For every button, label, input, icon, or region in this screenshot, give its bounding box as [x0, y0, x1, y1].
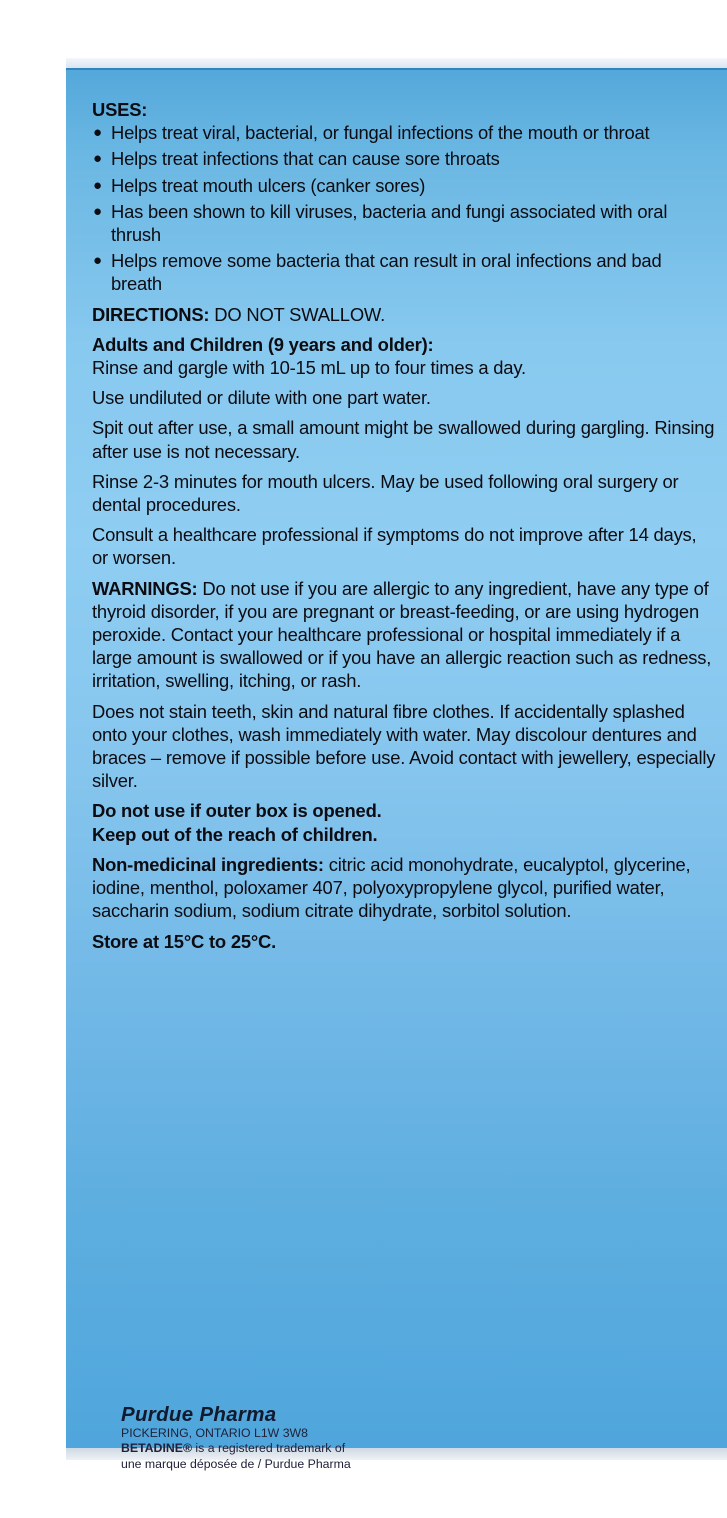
bullet-icon: ● — [93, 124, 102, 142]
warnings-paragraph — [92, 577, 717, 693]
brand-logo: Purdue Pharma — [121, 1403, 277, 1426]
directions-text: DO NOT SWALLOW. — [214, 303, 385, 325]
uses-item: ● Helps treat viral, bacterial, or fungal infections of the mouth or throat — [93, 122, 650, 144]
uses-item: ● Helps remove some bacteria that can result in oral infections and bad breath — [93, 250, 662, 295]
uses-list — [92, 121, 717, 295]
uses-item: ● Helps treat infections that can cause sore throats — [93, 148, 500, 170]
directions-paragraph: Consult a healthcare professional if symptoms do not improve after 14 days, or worsen. — [92, 524, 697, 569]
uses-item: ● Has been shown to kill viruses, bacteria and fungi associated with oral thrush — [93, 200, 668, 246]
directions-paragraph: Rinse and gargle with 10-15 mL up to four times a day. — [92, 357, 526, 379]
trademark-line — [121, 1441, 521, 1456]
ingredients-text: citric acid monohydrate, eucalyptol, glycerine, iodine, menthol, poloxamer 407, polyoxypropylene glycol, purified water, saccharin sodium, sodium citrate dihydrate, sorbitol solution. — [92, 853, 691, 922]
bullet-icon: ● — [93, 150, 102, 168]
uses-heading: USES: — [92, 99, 148, 120]
children-warning: Keep out of the reach of children. — [92, 823, 378, 845]
storage-instructions: Store at 15°C to 25°C. — [92, 930, 277, 952]
ingredients-paragraph — [92, 853, 717, 923]
directions-heading: DIRECTIONS: — [92, 303, 210, 325]
directions-paragraph: Spit out after use, a small amount might be swallowed during gargling. Rinsing after use is not necessary. — [92, 417, 715, 462]
bullet-icon: ● — [93, 252, 102, 270]
directions-line — [92, 303, 717, 326]
box-opened-warning: Do not use if outer box is opened. — [92, 800, 382, 822]
stain-note: Does not stain teeth, skin and natural fibre clothes. If accidentally splashed onto your clothes, wash immediately with water. May discolour dentures and braces – remove if possible before use. Avoid contact with jewellery, especially silver. — [92, 700, 716, 792]
uses-item: ● Helps treat mouth ulcers (canker sores) — [93, 174, 426, 196]
bullet-icon: ● — [93, 202, 102, 220]
directions-paragraph: Rinse 2-3 minutes for mouth ulcers. May be used following oral surgery or dental procedures. — [92, 470, 679, 516]
ingredients-heading: Non-medicinal ingredients: — [92, 853, 324, 875]
directions-audience: Adults and Children (9 years and older): — [92, 333, 434, 355]
trademark-french: une marque déposée de / Purdue Pharma — [121, 1456, 351, 1471]
trademark-name: BETADINE® — [121, 1441, 193, 1456]
warnings-text: Do not use if you are allergic to any ingredient, have any type of thyroid disorder, if you are pregnant or breast-feeding, or are using hydrogen peroxide. Contact your healthcare professional or hospital immediately if a large amount is swallowed or if you have an allergic reaction such as redness, irritation, swelling, itching, or rash. — [92, 577, 712, 692]
label-text-block — [92, 98, 717, 953]
manufacturer-address: PICKERING, ONTARIO L1W 3W8 — [121, 1426, 308, 1440]
warnings-heading: WARNINGS: — [92, 577, 198, 599]
bullet-icon: ● — [93, 176, 102, 194]
manufacturer-footer — [121, 1404, 521, 1472]
trademark-text: is a registered trademark of — [192, 1441, 346, 1456]
directions-paragraph: Use undiluted or dilute with one part water. — [92, 387, 431, 409]
